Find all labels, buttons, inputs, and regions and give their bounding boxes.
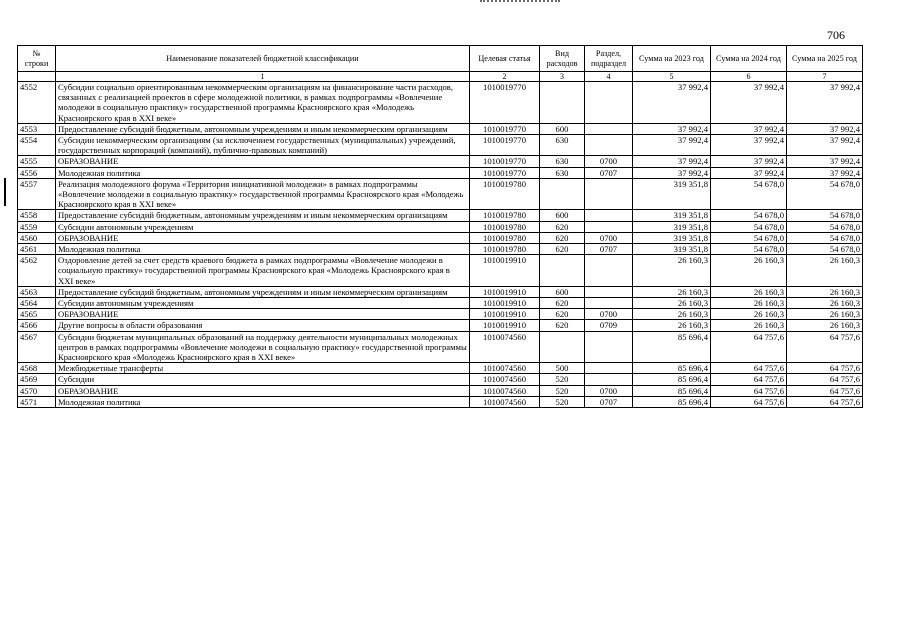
table-row [18, 232, 863, 243]
table-row [18, 221, 863, 232]
row-sum-2025-cell: 37 992,4 [787, 135, 863, 156]
row-name-cell: Другие вопросы в области образования [56, 320, 470, 331]
row-expense-type-cell [540, 82, 585, 124]
row-sum-2025-cell: 26 160,3 [787, 320, 863, 331]
row-expense-type-cell: 520 [540, 385, 585, 396]
table-row [18, 298, 863, 309]
row-sum-2025-cell: 64 757,6 [787, 363, 863, 374]
colnum: 3 [540, 72, 585, 82]
table-row [18, 135, 863, 156]
row-name-cell: Молодежная политика [56, 167, 470, 178]
colnum: 4 [585, 72, 633, 82]
row-section-cell: 0707 [585, 244, 633, 255]
row-sum-2025-cell: 54 678,0 [787, 221, 863, 232]
table-row [18, 255, 863, 287]
row-section-cell [585, 286, 633, 297]
table-row [18, 363, 863, 374]
row-target-cell: 1010019770 [470, 167, 540, 178]
table-row [18, 156, 863, 167]
row-sum-2025-cell: 54 678,0 [787, 178, 863, 210]
page-number: 706 [827, 28, 845, 42]
row-sum-2025-cell: 54 678,0 [787, 232, 863, 243]
row-name-cell: ОБРАЗОВАНИЕ [56, 385, 470, 396]
row-section-cell [585, 298, 633, 309]
row-name-cell: Межбюджетные трансферты [56, 363, 470, 374]
row-target-cell: 1010019770 [470, 123, 540, 134]
row-sum-2023-cell: 26 160,3 [633, 286, 711, 297]
row-expense-type-cell: 620 [540, 298, 585, 309]
row-sum-2025-cell: 37 992,4 [787, 156, 863, 167]
row-sum-2023-cell: 85 696,4 [633, 331, 711, 363]
row-target-cell: 1010019910 [470, 286, 540, 297]
header-sum-2023: Сумма на 2023 год [633, 46, 711, 72]
row-sum-2025-cell: 64 757,6 [787, 374, 863, 385]
row-number-cell: 4559 [18, 221, 56, 232]
row-section-cell [585, 178, 633, 210]
row-target-cell: 1010074560 [470, 396, 540, 407]
row-sum-2024-cell: 26 160,3 [711, 255, 787, 287]
row-sum-2023-cell: 85 696,4 [633, 385, 711, 396]
row-sum-2025-cell: 54 678,0 [787, 210, 863, 221]
row-section-cell: 0707 [585, 167, 633, 178]
row-sum-2023-cell: 37 992,4 [633, 167, 711, 178]
row-sum-2023-cell: 37 992,4 [633, 123, 711, 134]
row-target-cell: 1010019780 [470, 244, 540, 255]
row-number-cell: 4555 [18, 156, 56, 167]
row-name-cell: Субсидии бюджетам муниципальных образований на поддержку деятельности муниципальных молодежных центров в рамках подпрограммы «Вовлечение молодежи в социальную практику» государственной программы Красноярского края «Молодежь Красноярского края в XXI веке» [56, 331, 470, 363]
row-number-cell: 4557 [18, 178, 56, 210]
row-sum-2023-cell: 85 696,4 [633, 396, 711, 407]
row-target-cell: 1010019780 [470, 178, 540, 210]
row-sum-2023-cell: 85 696,4 [633, 363, 711, 374]
row-section-cell [585, 123, 633, 134]
row-sum-2024-cell: 54 678,0 [711, 244, 787, 255]
row-sum-2024-cell: 54 678,0 [711, 178, 787, 210]
table-row [18, 331, 863, 363]
row-target-cell: 1010019780 [470, 221, 540, 232]
row-number-cell: 4553 [18, 123, 56, 134]
row-name-cell: Оздоровление детей за счет средств краевого бюджета в рамках подпрограммы «Вовлечение молодежи в социальную практику» государственной программы Красноярского края «Молодежь Красноярского края в XXI веке» [56, 255, 470, 287]
row-section-cell: 0709 [585, 320, 633, 331]
table-row [18, 123, 863, 134]
row-sum-2023-cell: 319 351,8 [633, 178, 711, 210]
row-sum-2023-cell: 26 160,3 [633, 320, 711, 331]
row-sum-2024-cell: 37 992,4 [711, 82, 787, 124]
row-name-cell: Предоставление субсидий бюджетным, автономным учреждениям и иным некоммерческим организациям [56, 210, 470, 221]
row-section-cell [585, 221, 633, 232]
table-row [18, 320, 863, 331]
row-number-cell: 4562 [18, 255, 56, 287]
row-sum-2023-cell: 319 351,8 [633, 244, 711, 255]
row-expense-type-cell: 620 [540, 232, 585, 243]
row-sum-2024-cell: 64 757,6 [711, 374, 787, 385]
row-expense-type-cell: 600 [540, 123, 585, 134]
header-section: Раздел, подраздел [585, 46, 633, 72]
row-expense-type-cell: 620 [540, 244, 585, 255]
row-sum-2024-cell: 54 678,0 [711, 232, 787, 243]
row-sum-2025-cell: 26 160,3 [787, 286, 863, 297]
row-number-cell: 4563 [18, 286, 56, 297]
row-sum-2023-cell: 37 992,4 [633, 82, 711, 124]
row-number-cell: 4565 [18, 309, 56, 320]
row-sum-2024-cell: 64 757,6 [711, 363, 787, 374]
row-sum-2023-cell: 319 351,8 [633, 232, 711, 243]
header-sum-2025: Сумма на 2025 год [787, 46, 863, 72]
row-number-cell: 4558 [18, 210, 56, 221]
row-sum-2025-cell: 37 992,4 [787, 123, 863, 134]
row-section-cell: 0700 [585, 385, 633, 396]
row-target-cell: 1010074560 [470, 374, 540, 385]
row-number-cell: 4554 [18, 135, 56, 156]
colnum: 5 [633, 72, 711, 82]
row-sum-2023-cell: 319 351,8 [633, 221, 711, 232]
row-name-cell: Субсидии автономным учреждениям [56, 221, 470, 232]
row-sum-2024-cell: 64 757,6 [711, 331, 787, 363]
row-name-cell: Субсидии социально ориентированным некоммерческим организациям на финансирование части расходов, связанных с реализацией проектов в сфере молодежной политики, в рамках подпрограммы «Вовлечение молодежи в социальную практику» государственной программы Красноярского края «Молодежь Красноярского края в XXI веке» [56, 82, 470, 124]
row-sum-2023-cell: 37 992,4 [633, 156, 711, 167]
table-row [18, 178, 863, 210]
row-section-cell: 0700 [585, 156, 633, 167]
row-expense-type-cell: 520 [540, 396, 585, 407]
row-target-cell: 1010074560 [470, 363, 540, 374]
header-row-no: № строки [18, 46, 56, 72]
row-sum-2024-cell: 54 678,0 [711, 221, 787, 232]
row-number-cell: 4571 [18, 396, 56, 407]
table-row [18, 309, 863, 320]
row-sum-2025-cell: 37 992,4 [787, 167, 863, 178]
row-number-cell: 4561 [18, 244, 56, 255]
colnum: 1 [56, 72, 470, 82]
row-number-cell: 4556 [18, 167, 56, 178]
row-target-cell: 1010019780 [470, 210, 540, 221]
header-row [18, 46, 863, 72]
row-sum-2024-cell: 37 992,4 [711, 123, 787, 134]
row-target-cell: 1010019770 [470, 82, 540, 124]
header-expense-type: Вид расходов [540, 46, 585, 72]
row-target-cell: 1010019910 [470, 298, 540, 309]
row-sum-2023-cell: 26 160,3 [633, 298, 711, 309]
row-expense-type-cell: 600 [540, 210, 585, 221]
row-sum-2024-cell: 37 992,4 [711, 156, 787, 167]
header-target: Целевая статья [470, 46, 540, 72]
table-row [18, 82, 863, 124]
row-sum-2025-cell: 64 757,6 [787, 331, 863, 363]
row-sum-2023-cell: 37 992,4 [633, 135, 711, 156]
row-section-cell: 0707 [585, 396, 633, 407]
row-name-cell: Предоставление субсидий бюджетным, автономным учреждениям и иным некоммерческим организациям [56, 286, 470, 297]
row-number-cell: 4552 [18, 82, 56, 124]
table-body [18, 82, 863, 408]
column-number-row [18, 72, 863, 82]
row-sum-2025-cell: 26 160,3 [787, 298, 863, 309]
colnum-blank [18, 72, 56, 82]
row-sum-2024-cell: 26 160,3 [711, 309, 787, 320]
row-section-cell [585, 363, 633, 374]
row-target-cell: 1010019780 [470, 232, 540, 243]
row-sum-2023-cell: 85 696,4 [633, 374, 711, 385]
row-sum-2024-cell: 64 757,6 [711, 396, 787, 407]
row-expense-type-cell: 630 [540, 167, 585, 178]
row-expense-type-cell: 520 [540, 374, 585, 385]
colnum: 7 [787, 72, 863, 82]
row-number-cell: 4560 [18, 232, 56, 243]
table-row [18, 396, 863, 407]
row-sum-2023-cell: 26 160,3 [633, 255, 711, 287]
row-name-cell: ОБРАЗОВАНИЕ [56, 232, 470, 243]
row-sum-2025-cell: 54 678,0 [787, 244, 863, 255]
row-expense-type-cell [540, 331, 585, 363]
row-expense-type-cell: 500 [540, 363, 585, 374]
row-section-cell [585, 210, 633, 221]
row-name-cell: Субсидии некоммерческим организациям (за исключением государственных (муниципальных) учреждений, государственных корпораций (компаний), публично-правовых компаний) [56, 135, 470, 156]
colnum: 2 [470, 72, 540, 82]
row-sum-2024-cell: 26 160,3 [711, 286, 787, 297]
row-target-cell: 1010019910 [470, 309, 540, 320]
scan-artifact [480, 0, 560, 5]
table-row [18, 210, 863, 221]
row-section-cell [585, 331, 633, 363]
row-name-cell: Молодежная политика [56, 244, 470, 255]
header-sum-2024: Сумма на 2024 год [711, 46, 787, 72]
row-target-cell: 1010019770 [470, 156, 540, 167]
row-sum-2024-cell: 64 757,6 [711, 385, 787, 396]
row-section-cell [585, 82, 633, 124]
row-target-cell: 1010019910 [470, 320, 540, 331]
row-expense-type-cell [540, 255, 585, 287]
row-expense-type-cell [540, 178, 585, 210]
row-sum-2025-cell: 64 757,6 [787, 385, 863, 396]
row-name-cell: Молодежная политика [56, 396, 470, 407]
header-name: Наименование показателей бюджетной классификации [56, 46, 470, 72]
row-section-cell: 0700 [585, 232, 633, 243]
row-expense-type-cell: 600 [540, 286, 585, 297]
row-sum-2023-cell: 319 351,8 [633, 210, 711, 221]
row-number-cell: 4566 [18, 320, 56, 331]
row-name-cell: Предоставление субсидий бюджетным, автономным учреждениям и иным некоммерческим организациям [56, 123, 470, 134]
row-name-cell: ОБРАЗОВАНИЕ [56, 156, 470, 167]
row-sum-2023-cell: 26 160,3 [633, 309, 711, 320]
row-sum-2024-cell: 26 160,3 [711, 298, 787, 309]
row-number-cell: 4568 [18, 363, 56, 374]
row-section-cell [585, 255, 633, 287]
row-section-cell [585, 374, 633, 385]
row-sum-2025-cell: 26 160,3 [787, 309, 863, 320]
row-expense-type-cell: 630 [540, 156, 585, 167]
row-sum-2025-cell: 64 757,6 [787, 396, 863, 407]
row-sum-2024-cell: 26 160,3 [711, 320, 787, 331]
colnum: 6 [711, 72, 787, 82]
row-number-cell: 4569 [18, 374, 56, 385]
row-target-cell: 1010074560 [470, 385, 540, 396]
row-target-cell: 1010019910 [470, 255, 540, 287]
row-sum-2024-cell: 37 992,4 [711, 167, 787, 178]
row-name-cell: ОБРАЗОВАНИЕ [56, 309, 470, 320]
row-name-cell: Субсидии автономным учреждениям [56, 298, 470, 309]
table-row [18, 167, 863, 178]
row-sum-2024-cell: 37 992,4 [711, 135, 787, 156]
row-sum-2024-cell: 54 678,0 [711, 210, 787, 221]
row-section-cell: 0700 [585, 309, 633, 320]
row-name-cell: Реализация молодежного форума «Территория инициативной молодежи» в рамках подпрограммы «Вовлечение молодежи в социальную практику» государственной программы Красноярского края «Молодежь Красноярского края в XXI веке» [56, 178, 470, 210]
table-row [18, 374, 863, 385]
margin-mark [4, 178, 6, 206]
table-row [18, 244, 863, 255]
row-expense-type-cell: 620 [540, 221, 585, 232]
row-expense-type-cell: 620 [540, 309, 585, 320]
row-name-cell: Субсидии [56, 374, 470, 385]
row-number-cell: 4567 [18, 331, 56, 363]
row-expense-type-cell: 630 [540, 135, 585, 156]
table-row [18, 286, 863, 297]
row-expense-type-cell: 620 [540, 320, 585, 331]
row-number-cell: 4570 [18, 385, 56, 396]
row-sum-2025-cell: 37 992,4 [787, 82, 863, 124]
row-section-cell [585, 135, 633, 156]
row-sum-2025-cell: 26 160,3 [787, 255, 863, 287]
table-row [18, 385, 863, 396]
budget-table [17, 45, 863, 408]
row-target-cell: 1010019770 [470, 135, 540, 156]
row-target-cell: 1010074560 [470, 331, 540, 363]
row-number-cell: 4564 [18, 298, 56, 309]
